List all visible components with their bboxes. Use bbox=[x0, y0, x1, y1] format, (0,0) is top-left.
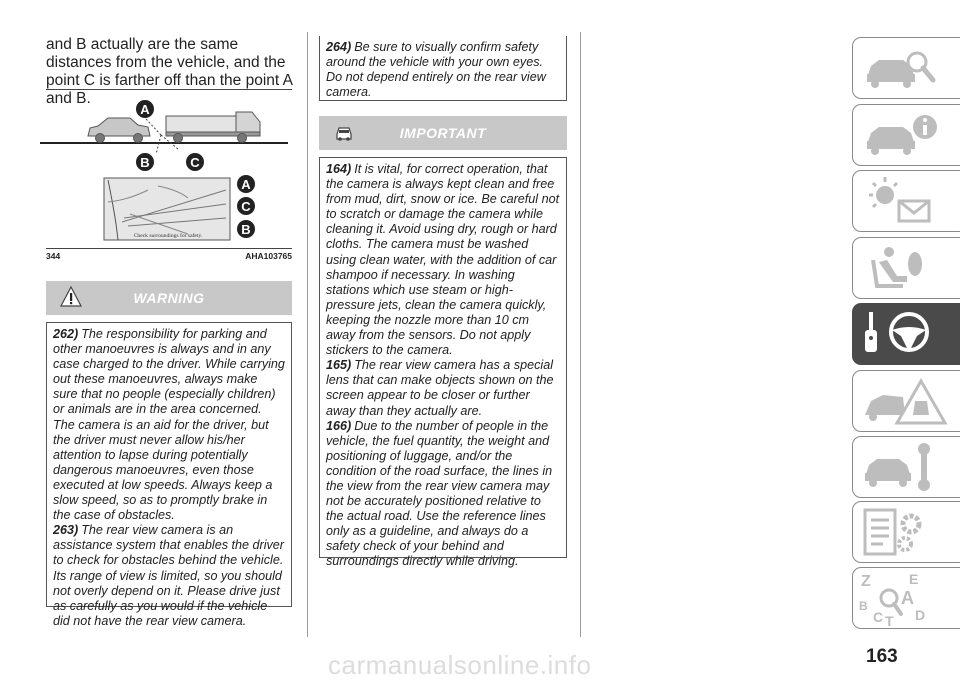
svg-text:B: B bbox=[140, 155, 150, 170]
item-text: The responsibility for parking and other manoeuvres is always and in any case charged to the driver. While carrying out these manoeuvres, always make sure that no people (especially children) or animals are in the area concerned. The camera is an aid for the driver, but the driver must never allow his/her attention to lapse during potentially dangerous manoeuvres, even those executed at low speeds. Always keep a slow speed, so as to promptly brake in the case of obstacles. bbox=[53, 327, 285, 523]
important-title: IMPORTANT bbox=[399, 125, 487, 141]
svg-text:T: T bbox=[885, 613, 894, 626]
car-maintenance-icon bbox=[859, 441, 949, 495]
svg-text:B: B bbox=[859, 599, 868, 613]
warning-item-262 bbox=[53, 327, 285, 523]
svg-text:Z: Z bbox=[861, 573, 871, 590]
item-text: Be sure to visually confirm safety around the vehicle with your own eyes. Do not depend entirely on the rear view camera. bbox=[326, 40, 546, 100]
label-a-screen bbox=[237, 175, 255, 193]
nav-tab-getting-to-know[interactable] bbox=[852, 104, 960, 166]
figure-illustration bbox=[38, 94, 293, 244]
svg-text:A: A bbox=[901, 588, 914, 608]
item-text: The rear view camera has a special lens that can make objects shown on the screen appear to be closer or further away than they actually are. bbox=[326, 358, 554, 418]
item-text: It is vital, for correct operation, that the camera is always kept clean and free from mud, dirt, snow or ice. Be careful not to scratch or damage the camera while cleaning it. Avoid using dry, rough or hard cloths. The camera must be washed using clean water, with the addition of car shampoo if necessary. In washing stations which use steam or high-pressure jets, clean the camera quickly, keeping the nozzle more than 10 cm away from the sensors. Do not apply stickers to the camera. bbox=[326, 162, 560, 358]
svg-text:C: C bbox=[873, 609, 884, 625]
nav-tab-index[interactable] bbox=[852, 567, 960, 629]
important-box bbox=[319, 157, 567, 569]
car-info-icon bbox=[859, 109, 949, 163]
nav-tab-technical-data[interactable] bbox=[852, 501, 960, 563]
figure-caption bbox=[46, 251, 292, 261]
car-emergency-icon bbox=[859, 375, 949, 429]
camera-screen bbox=[104, 178, 230, 240]
car-search-icon bbox=[859, 42, 949, 96]
nav-tab-in-an-emergency[interactable] bbox=[852, 370, 960, 432]
warning-item-264 bbox=[326, 40, 560, 100]
key-steering-wheel-icon bbox=[859, 308, 949, 362]
item-number: 164) bbox=[326, 162, 352, 176]
column-divider-right bbox=[580, 32, 581, 637]
nav-tab-knowing-your-car[interactable] bbox=[852, 37, 960, 99]
label-b-top bbox=[136, 153, 154, 171]
figure-code: AHA103765 bbox=[245, 251, 292, 261]
svg-text:E: E bbox=[909, 572, 919, 587]
item-number: 165) bbox=[326, 358, 352, 373]
rear-camera-figure bbox=[38, 94, 293, 244]
svg-text:A: A bbox=[140, 102, 150, 117]
alphabetical-index-icon bbox=[859, 572, 949, 626]
specs-gears-icon bbox=[859, 506, 949, 560]
warning-box bbox=[46, 322, 292, 628]
label-a-top bbox=[136, 100, 154, 118]
car-hand-icon bbox=[333, 121, 355, 143]
svg-text:B: B bbox=[241, 222, 251, 237]
item-number: 262) bbox=[53, 327, 79, 341]
svg-text:A: A bbox=[241, 177, 251, 192]
svg-text:C: C bbox=[241, 199, 251, 214]
important-item-165 bbox=[326, 358, 560, 418]
item-number: 166) bbox=[326, 418, 352, 433]
item-text: The rear view camera is an assistance system that enables the driver to check for obstacles behind the vehicle. Its range of view is limited, so you should not overly depend on it. Please drive just as carefully as you would if the vehicle did not have the rear view camera. bbox=[53, 523, 284, 628]
label-c-screen bbox=[237, 197, 255, 215]
warning-lights-message-icon bbox=[859, 175, 949, 229]
nav-tab-safety[interactable] bbox=[852, 237, 960, 299]
nav-tab-starting-driving[interactable] bbox=[852, 303, 960, 365]
intro-rule bbox=[46, 89, 292, 90]
column-divider-left bbox=[307, 32, 308, 637]
screen-caption: Check surroundings for safety. bbox=[133, 233, 203, 239]
label-c-top bbox=[186, 153, 204, 171]
svg-text:D: D bbox=[915, 607, 926, 623]
important-item-164 bbox=[326, 162, 560, 358]
page-number: 163 bbox=[866, 646, 898, 667]
warning-header bbox=[46, 281, 292, 315]
warning-item-263 bbox=[53, 523, 285, 629]
truck-illustration bbox=[166, 112, 260, 143]
seat-airbag-icon bbox=[859, 242, 949, 296]
watermark: carmanualsonline.info bbox=[328, 650, 592, 680]
item-number: 264) bbox=[326, 40, 352, 54]
nav-tab-servicing[interactable] bbox=[852, 436, 960, 498]
figure-number: 344 bbox=[46, 251, 61, 261]
item-number: 263) bbox=[53, 523, 79, 538]
nav-tab-warning-lights[interactable] bbox=[852, 170, 960, 232]
car-illustration bbox=[88, 118, 150, 143]
important-item-166 bbox=[326, 419, 560, 570]
warning-triangle-icon bbox=[60, 286, 82, 308]
important-header bbox=[319, 116, 567, 150]
warning-title: WARNING bbox=[133, 290, 205, 306]
figure-rule bbox=[46, 248, 292, 249]
item-text: Due to the number of people in the vehicle, the fuel quantity, the weight and positioning of luggage, and/or the condition of the road surface, the lines in the view from the rear view camera may not be accurately positioned relative to the actual road. Use the reference lines only as a guideline, and always do a safety check of your behind and surroundings directly while driving. bbox=[326, 418, 553, 569]
warning-continued-box bbox=[319, 36, 567, 101]
intro-paragraph: and B actually are the same distances from the vehicle, and the point C is farther off than the point A and B. bbox=[46, 36, 293, 107]
svg-text:C: C bbox=[190, 155, 200, 170]
label-b-screen bbox=[237, 220, 255, 238]
